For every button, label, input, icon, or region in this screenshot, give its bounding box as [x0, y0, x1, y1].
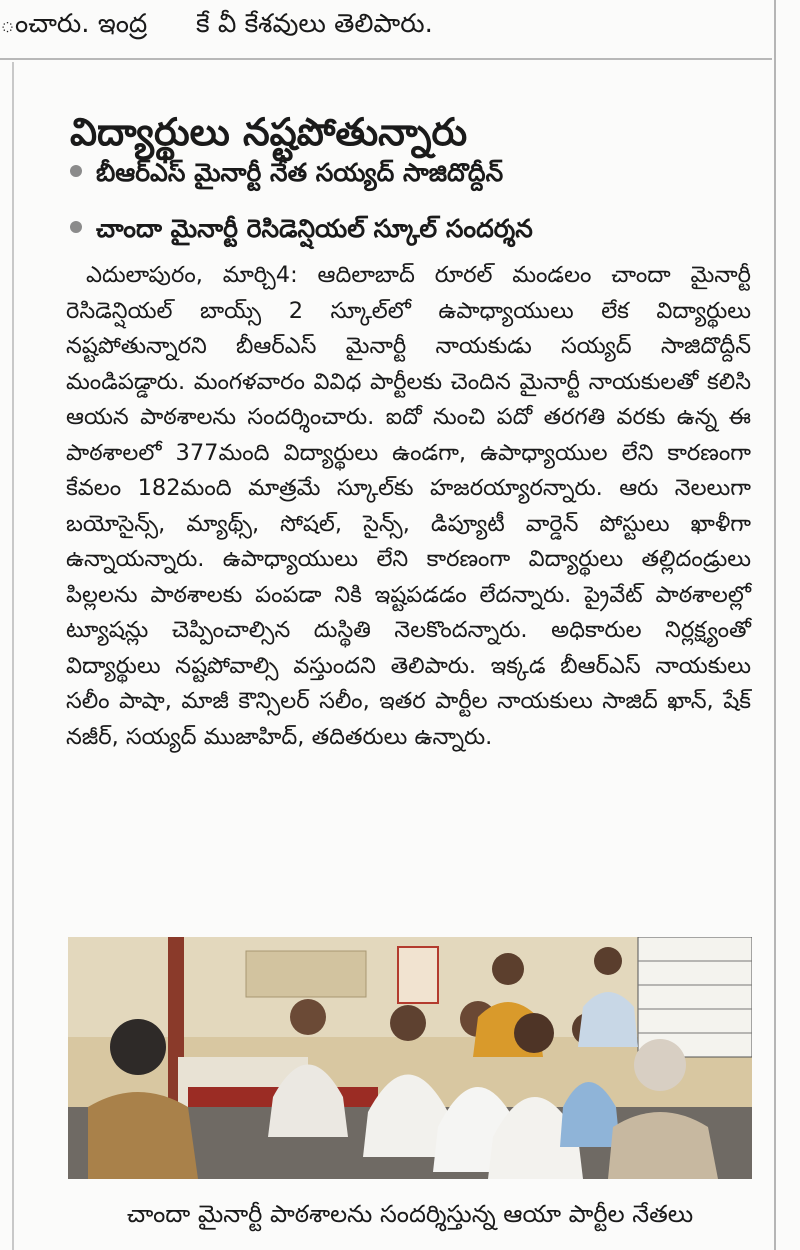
top-divider	[0, 58, 772, 60]
article-dateline: ఎదులాపురం, మార్చి4:	[86, 262, 298, 288]
article-headline: విద్యార్థులు నష్టపోతున్నారు	[70, 110, 468, 155]
previous-article-fragment	[0, 4, 760, 44]
previous-article-text-left: ంచారు. ఇంద్ర	[0, 9, 148, 39]
bullet-icon	[70, 165, 82, 177]
article-photo	[68, 937, 752, 1179]
column-divider-left	[12, 62, 14, 1250]
article-body-text: ఆదిలాబాద్ రూరల్ మండలం చాందా మైనార్టీ రెసిడెన్షియల్ బాయ్స్ 2 స్కూల్‌లో ఉపాధ్యాయులు లేక విద్యార్థులు నష్టపోతున్నారని బీఆర్ఎస్ మైనార్టీ నాయకుడు సయ్యద్ సాజిదొద్దీన్ మండిపడ్డారు. మంగళవారం వివిధ పార్టీలకు చెందిన మైనార్టీ నాయకులతో కలిసి ఆయన పాఠశాలను సందర్శించారు. ఐదో నుంచి పదో తరగతి వరకు ఉన్న ఈ పాఠశాలలో 377మంది విద్యార్థులు ఉండగా, ఉపాధ్యాయుల లేని కారణంగా కేవలం 182మంది మాత్రమే స్కూల్‌కు హజరయ్యారన్నారు. ఆరు నెలలుగా బయోసైన్స్, మ్యాథ్స్, సోషల్, సైన్స్, డిప్యూటీ వార్డెన్ పోస్టులు ఖాళీగా ఉన్నాయన్నారు. ఉపాధ్యాయులు లేని కారణంగా విద్యార్థులు తల్లిదండ్రులు పిల్లలను పాఠశాలకు పంపడా నికి ఇష్టపడడం లేదన్నారు. ప్రైవేట్ పాఠశాలల్లో ట్యూషన్లు చెప్పించాల్సిన దుస్థితి నెలకొందన్నారు. అధికారుల నిర్లక్ష్యంతో విద్యార్థులు నష్టపోవాల్సి వస్తుందని తెలిపారు. ఇక్కడ బీఆర్ఎస్ నాయకులు సలీం పాషా, మాజీ కౌన్సిలర్ సలీం, ఇతర పార్టీల నాయకులు సాజిద్ ఖాన్, షేక్ నజీర్, సయ్యద్ ముజాహిద్, తదితరులు ఉన్నారు.	[66, 262, 751, 750]
meeting-photo	[68, 937, 752, 1179]
subhead-1-text: బీఆర్ఎస్ మైనార్టీ నేత సయ్యద్ సాజిదొద్దీన్	[96, 158, 504, 187]
article-body	[66, 258, 751, 755]
previous-article-text-right: కే వీ కేశవులు తెలిపారు.	[196, 9, 433, 39]
subhead-2-text: చాందా మైనార్టీ రెసిడెన్షియల్ స్కూల్ సందర్శన	[96, 214, 533, 243]
photo-caption: చాందా మైనార్టీ పాఠశాలను సందర్శిస్తున్న ఆయా పార్టీల నేతలు	[126, 1200, 694, 1228]
subhead-2	[70, 204, 770, 254]
subhead-1	[70, 148, 770, 198]
column-divider-right	[774, 0, 776, 1250]
bullet-icon	[70, 221, 82, 233]
